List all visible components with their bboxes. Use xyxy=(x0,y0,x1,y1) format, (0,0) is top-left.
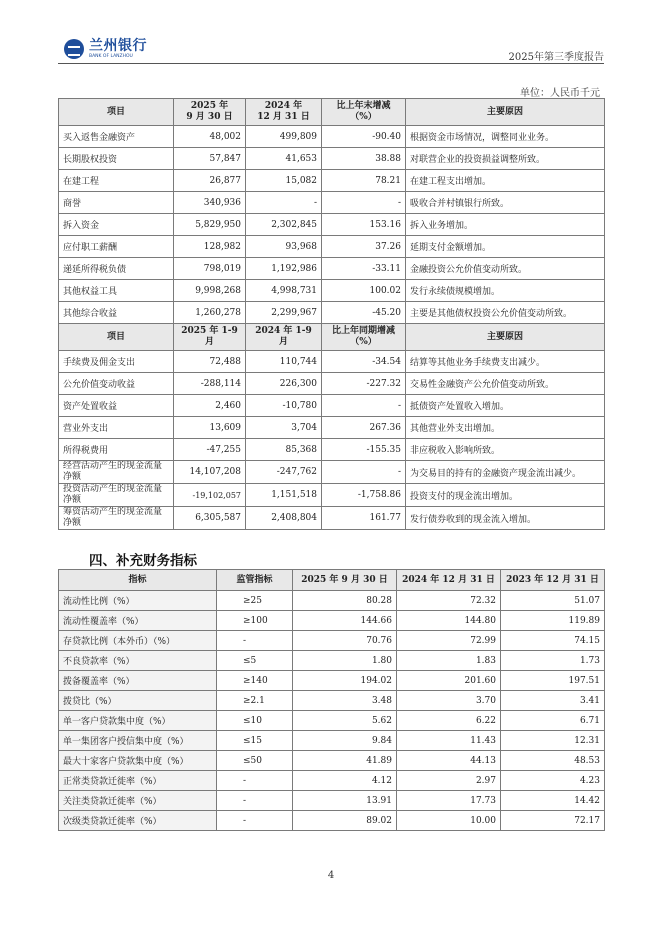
table-row xyxy=(59,126,605,148)
section-title: 四、补充财务指标 xyxy=(89,553,197,569)
indicator-value: 13.91 xyxy=(293,791,397,811)
row-label: 投资活动产生的现金流量净额 xyxy=(59,484,174,507)
indicator-value: 80.28 xyxy=(293,591,397,611)
value-cell: -1,758.86 xyxy=(322,484,406,507)
table-row xyxy=(59,395,605,417)
indicator-value: 1.83 xyxy=(397,651,501,671)
indicator-name: 不良贷款率（%） xyxy=(59,651,217,671)
reason-cell: 延期支付金额增加。 xyxy=(406,236,605,258)
column-header: 2023 年 12 月 31 日 xyxy=(501,570,605,591)
table-row xyxy=(59,507,605,530)
indicator-value: 89.02 xyxy=(293,811,397,831)
indicator-name: 单一客户贷款集中度（%） xyxy=(59,711,217,731)
table-header-row xyxy=(59,570,605,591)
value-cell: 1,260,278 xyxy=(174,302,246,324)
reason-cell: 交易性金融资产公允价值变动所致。 xyxy=(406,373,605,395)
value-cell: -47,255 xyxy=(174,439,246,461)
indicator-value: 3.41 xyxy=(501,691,605,711)
value-cell: 15,082 xyxy=(246,170,322,192)
indicator-value: 197.51 xyxy=(501,671,605,691)
indicator-name: 存贷款比例（本外币）（%） xyxy=(59,631,217,651)
column-header: 2024 年 12 月 31 日 xyxy=(246,99,322,126)
column-header: 2025 年 9 月 30 日 xyxy=(293,570,397,591)
reason-cell: 发行永续债规模增加。 xyxy=(406,280,605,302)
value-cell: 3,704 xyxy=(246,417,322,439)
value-cell: - xyxy=(322,461,406,484)
indicator-value: 41.89 xyxy=(293,751,397,771)
value-cell: 37.26 xyxy=(322,236,406,258)
indicator-name: 最大十家客户贷款集中度（%） xyxy=(59,751,217,771)
indicator-value: 201.60 xyxy=(397,671,501,691)
value-cell: 72,488 xyxy=(174,351,246,373)
table-row xyxy=(59,236,605,258)
indicator-value: 3.70 xyxy=(397,691,501,711)
table-row xyxy=(59,417,605,439)
row-label: 在建工程 xyxy=(59,170,174,192)
reason-cell: 拆入业务增加。 xyxy=(406,214,605,236)
row-label: 营业外支出 xyxy=(59,417,174,439)
indicator-value: 70.76 xyxy=(293,631,397,651)
indicator-value: 1.80 xyxy=(293,651,397,671)
column-header: 监管指标 xyxy=(217,570,293,591)
value-cell: 41,653 xyxy=(246,148,322,170)
value-cell: 6,305,587 xyxy=(174,507,246,530)
table-row xyxy=(59,148,605,170)
regulatory-threshold: ≤15 xyxy=(217,731,293,751)
indicator-value: 144.80 xyxy=(397,611,501,631)
reason-cell: 主要是其他债权投资公允价值变动所致。 xyxy=(406,302,605,324)
indicator-value: 194.02 xyxy=(293,671,397,691)
table-row xyxy=(59,731,605,751)
table-row xyxy=(59,631,605,651)
value-cell: 2,302,845 xyxy=(246,214,322,236)
column-header: 比上年同期增减 （%） xyxy=(322,324,406,351)
indicator-value: 4.12 xyxy=(293,771,397,791)
indicator-value: 74.15 xyxy=(501,631,605,651)
reason-cell: 结算等其他业务手续费支出减少。 xyxy=(406,351,605,373)
reason-cell: 其他营业外支出增加。 xyxy=(406,417,605,439)
table-header-row xyxy=(59,99,605,126)
value-cell: -90.40 xyxy=(322,126,406,148)
value-cell: -33.11 xyxy=(322,258,406,280)
value-cell: - xyxy=(322,192,406,214)
value-cell: -247,762 xyxy=(246,461,322,484)
table-row xyxy=(59,651,605,671)
table-row xyxy=(59,611,605,631)
reason-cell: 非应税收入影响所致。 xyxy=(406,439,605,461)
value-cell: 161.77 xyxy=(322,507,406,530)
indicator-value: 144.66 xyxy=(293,611,397,631)
regulatory-threshold: ≤50 xyxy=(217,751,293,771)
header-divider xyxy=(58,63,604,64)
value-cell: 798,019 xyxy=(174,258,246,280)
supplementary-indicators-table xyxy=(58,569,605,831)
bank-logo xyxy=(64,36,147,62)
page-header xyxy=(58,36,604,62)
table-row xyxy=(59,484,605,507)
indicator-name: 流动性比例（%） xyxy=(59,591,217,611)
value-cell: 340,936 xyxy=(174,192,246,214)
indicator-value: 72.17 xyxy=(501,811,605,831)
table-row xyxy=(59,192,605,214)
indicator-value: 11.43 xyxy=(397,731,501,751)
value-cell: 13,609 xyxy=(174,417,246,439)
value-cell: 14,107,208 xyxy=(174,461,246,484)
logo-chinese-name: 兰州银行 xyxy=(89,37,147,54)
row-label: 买入返售金融资产 xyxy=(59,126,174,148)
value-cell: 9,998,268 xyxy=(174,280,246,302)
indicator-value: 6.71 xyxy=(501,711,605,731)
table-row xyxy=(59,591,605,611)
value-cell: 100.02 xyxy=(322,280,406,302)
column-header: 比上年末增减 （%） xyxy=(322,99,406,126)
indicator-value: 72.99 xyxy=(397,631,501,651)
table-row xyxy=(59,439,605,461)
row-label: 所得税费用 xyxy=(59,439,174,461)
value-cell: 38.88 xyxy=(322,148,406,170)
reason-cell: 投资支付的现金流出增加。 xyxy=(406,484,605,507)
value-cell: 226,300 xyxy=(246,373,322,395)
regulatory-threshold: ≥140 xyxy=(217,671,293,691)
row-label: 拆入资金 xyxy=(59,214,174,236)
value-cell: -155.35 xyxy=(322,439,406,461)
column-header: 主要原因 xyxy=(406,324,605,351)
indicator-name: 单一集团客户授信集中度（%） xyxy=(59,731,217,751)
value-cell: 4,998,731 xyxy=(246,280,322,302)
value-cell: -227.32 xyxy=(322,373,406,395)
indicator-name: 流动性覆盖率（%） xyxy=(59,611,217,631)
column-header: 项目 xyxy=(59,99,174,126)
value-cell: 110,744 xyxy=(246,351,322,373)
indicator-name: 拨备覆盖率（%） xyxy=(59,671,217,691)
row-label: 经营活动产生的现金流量净额 xyxy=(59,461,174,484)
changes-table xyxy=(58,98,605,530)
table-row xyxy=(59,214,605,236)
indicator-value: 3.48 xyxy=(293,691,397,711)
row-label: 长期股权投资 xyxy=(59,148,174,170)
row-label: 手续费及佣金支出 xyxy=(59,351,174,373)
value-cell: -288,114 xyxy=(174,373,246,395)
row-label: 其他综合收益 xyxy=(59,302,174,324)
reason-cell: 根据资金市场情况，调整同业业务。 xyxy=(406,126,605,148)
table-row xyxy=(59,771,605,791)
indicator-name: 拨贷比（%） xyxy=(59,691,217,711)
regulatory-threshold: - xyxy=(217,631,293,651)
value-cell: - xyxy=(246,192,322,214)
value-cell: 5,829,950 xyxy=(174,214,246,236)
indicator-name: 关注类贷款迁徙率（%） xyxy=(59,791,217,811)
column-header: 主要原因 xyxy=(406,99,605,126)
table-row xyxy=(59,811,605,831)
value-cell: 153.16 xyxy=(322,214,406,236)
table-row xyxy=(59,351,605,373)
regulatory-threshold: - xyxy=(217,771,293,791)
row-label: 筹资活动产生的现金流量净额 xyxy=(59,507,174,530)
table-row xyxy=(59,302,605,324)
value-cell: 48,002 xyxy=(174,126,246,148)
table-row xyxy=(59,170,605,192)
indicator-value: 6.22 xyxy=(397,711,501,731)
indicator-value: 12.31 xyxy=(501,731,605,751)
value-cell: 57,847 xyxy=(174,148,246,170)
value-cell: 2,299,967 xyxy=(246,302,322,324)
indicator-value: 51.07 xyxy=(501,591,605,611)
row-label: 商誉 xyxy=(59,192,174,214)
regulatory-threshold: ≥100 xyxy=(217,611,293,631)
indicator-name: 正常类贷款迁徙率（%） xyxy=(59,771,217,791)
reason-cell: 金融投资公允价值变动所致。 xyxy=(406,258,605,280)
table-row xyxy=(59,711,605,731)
row-label: 资产处置收益 xyxy=(59,395,174,417)
table-row xyxy=(59,258,605,280)
indicator-value: 17.73 xyxy=(397,791,501,811)
reason-cell: 抵债资产处置收入增加。 xyxy=(406,395,605,417)
table-header-row xyxy=(59,324,605,351)
value-cell: 85,368 xyxy=(246,439,322,461)
column-header: 2025 年 1-9 月 xyxy=(174,324,246,351)
table-row xyxy=(59,791,605,811)
row-label: 其他权益工具 xyxy=(59,280,174,302)
regulatory-threshold: - xyxy=(217,791,293,811)
value-cell: 78.21 xyxy=(322,170,406,192)
currency-unit-label: 单位：人民币千元 xyxy=(520,88,600,99)
table-row xyxy=(59,373,605,395)
indicator-value: 119.89 xyxy=(501,611,605,631)
value-cell: - xyxy=(322,395,406,417)
reason-cell: 为交易目的持有的金融资产现金流出减少。 xyxy=(406,461,605,484)
value-cell: -19,102,057 xyxy=(174,484,246,507)
indicator-value: 14.42 xyxy=(501,791,605,811)
reason-cell: 对联营企业的投资损益调整所致。 xyxy=(406,148,605,170)
bank-logo-icon xyxy=(64,39,84,59)
value-cell: 2,408,804 xyxy=(246,507,322,530)
reason-cell: 吸收合并村镇银行所致。 xyxy=(406,192,605,214)
indicator-value: 48.53 xyxy=(501,751,605,771)
value-cell: 1,151,518 xyxy=(246,484,322,507)
table-row xyxy=(59,751,605,771)
value-cell: 26,877 xyxy=(174,170,246,192)
value-cell: 2,460 xyxy=(174,395,246,417)
column-header: 指标 xyxy=(59,570,217,591)
regulatory-threshold: ≥2.1 xyxy=(217,691,293,711)
report-title: 2025年第三季度报告 xyxy=(508,52,604,63)
value-cell: -10,780 xyxy=(246,395,322,417)
indicator-name: 次级类贷款迁徙率（%） xyxy=(59,811,217,831)
logo-english-name: BANK OF LANZHOU xyxy=(89,53,133,59)
value-cell: 128,982 xyxy=(174,236,246,258)
column-header: 项目 xyxy=(59,324,174,351)
indicator-value: 9.84 xyxy=(293,731,397,751)
value-cell: -45.20 xyxy=(322,302,406,324)
reason-cell: 发行债券收到的现金流入增加。 xyxy=(406,507,605,530)
row-label: 递延所得税负债 xyxy=(59,258,174,280)
column-header: 2024 年 1-9 月 xyxy=(246,324,322,351)
indicator-value: 1.73 xyxy=(501,651,605,671)
regulatory-threshold: - xyxy=(217,811,293,831)
row-label: 公允价值变动收益 xyxy=(59,373,174,395)
regulatory-threshold: ≤10 xyxy=(217,711,293,731)
table-row xyxy=(59,671,605,691)
column-header: 2025 年 9 月 30 日 xyxy=(174,99,246,126)
reason-cell: 在建工程支出增加。 xyxy=(406,170,605,192)
column-header: 2024 年 12 月 31 日 xyxy=(397,570,501,591)
indicator-value: 10.00 xyxy=(397,811,501,831)
table-row xyxy=(59,280,605,302)
indicator-value: 2.97 xyxy=(397,771,501,791)
value-cell: 1,192,986 xyxy=(246,258,322,280)
indicator-value: 4.23 xyxy=(501,771,605,791)
value-cell: 93,968 xyxy=(246,236,322,258)
page-number: 4 xyxy=(327,870,335,881)
regulatory-threshold: ≥25 xyxy=(217,591,293,611)
regulatory-threshold: ≤5 xyxy=(217,651,293,671)
value-cell: -34.54 xyxy=(322,351,406,373)
table-row xyxy=(59,461,605,484)
value-cell: 499,809 xyxy=(246,126,322,148)
row-label: 应付职工薪酬 xyxy=(59,236,174,258)
indicator-value: 44.13 xyxy=(397,751,501,771)
indicator-value: 72.32 xyxy=(397,591,501,611)
table-row xyxy=(59,691,605,711)
value-cell: 267.36 xyxy=(322,417,406,439)
indicator-value: 5.62 xyxy=(293,711,397,731)
